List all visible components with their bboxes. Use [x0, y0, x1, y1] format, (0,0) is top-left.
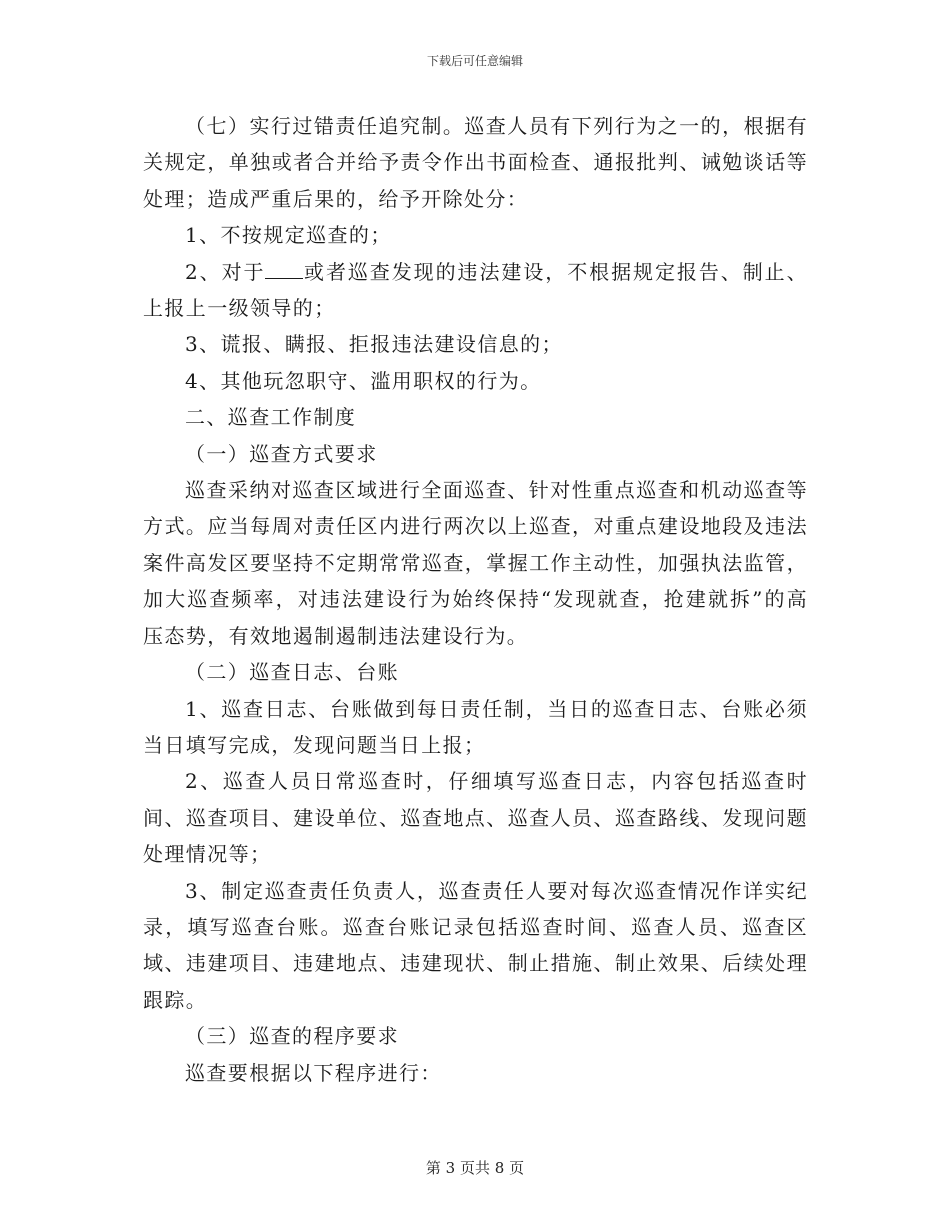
subsection-heading-3: （三）巡查的程序要求 [185, 1024, 399, 1049]
page-header-note: 下载后可任意编辑 [426, 54, 523, 68]
section-heading-2: 二、巡查工作制度 [185, 405, 357, 430]
paragraph-log-item-2: 2、巡查人员日常巡查时，仔细填写巡查日志，内容包括巡查时间、巡查项目、建设单位、巡查地点、巡查人员、巡查路线、发现问题处理情况等； [143, 769, 808, 867]
paragraph-item-1: 1、不按规定巡查的； [185, 223, 392, 248]
paragraph-item-2-start: 2、对于 [185, 259, 266, 284]
paragraph-log-item-1: 1、巡查日志、台账做到每日责任制，当日的巡查日志、台账必须当日填写完成，发现问题当日上报； [143, 696, 808, 757]
paragraph-item-3: 3、谎报、瞒报、拒报违法建设信息的； [185, 332, 563, 357]
subsection-heading-1: （一）巡查方式要求 [185, 441, 378, 466]
paragraph-procedure-intro: 巡查要根据以下程序进行： [185, 1060, 442, 1085]
paragraph-item-2-end: 或者巡查发现的违法建设，不根据规定报告、制止、上报上一级领导的； [143, 259, 808, 321]
subsection-heading-2: （二）巡查日志、台账 [185, 660, 399, 685]
paragraph-log-item-3: 3、制定巡查责任负责人，巡查责任人要对每次巡查情况作详实纪录，填写巡查台账。巡查台账记录包括巡查时间、巡查人员、巡查区域、违建项目、违建地点、违建现状、制止措施、制止效果、后续处理跟踪。 [143, 878, 808, 1012]
paragraph-patrol-methods: 巡查采纳对巡查区域进行全面巡查、针对性重点巡查和机动巡查等方式。应当每周对责任区内进行两次以上巡查，对重点建设地段及违法案件高发区要坚持不定期常常巡查，掌握工作主动性，加强执法监管，加大巡查频率，对违法建设行为始终保持“发现就查，抢建就拆”的高压态势，有效地遏制遏制违法建设行为。 [143, 478, 808, 648]
paragraph-accountability: （七）实行过错责任追究制。巡查人员有下列行为之一的，根据有关规定，单独或者合并给予责令作出书面检查、通报批判、诫勉谈话等处理；造成严重后果的，给予开除处分： [143, 114, 808, 211]
paragraph-item-4: 4、其他玩忽职守、滥用职权的行为。 [185, 368, 542, 393]
fill-in-blank [265, 260, 303, 279]
paragraph-item-2 [143, 254, 808, 327]
page-number: 第 3 页共 8 页 [425, 1159, 525, 1177]
document-body [143, 108, 808, 1091]
